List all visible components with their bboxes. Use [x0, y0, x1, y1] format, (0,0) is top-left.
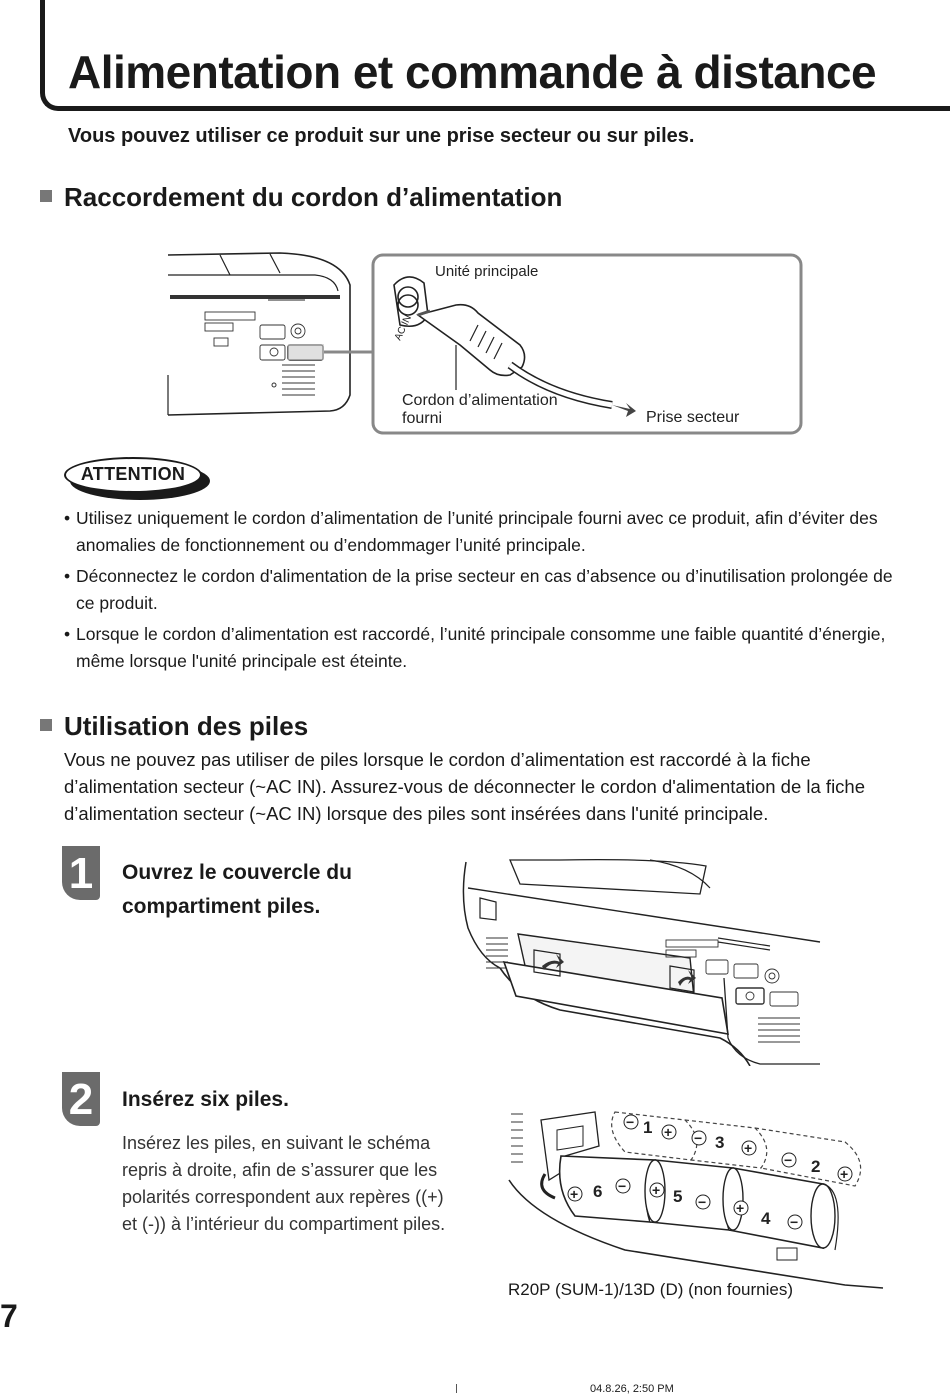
section-heading-batteries [40, 711, 308, 742]
svg-text:−: − [694, 1130, 703, 1146]
step-2-description: Insérez les piles, en suivant le schéma repris à droite, afin de s’assurer que les polarités correspondent aux repères ((+) et (-)) à l’intérieur du compartiment piles. [122, 1133, 446, 1234]
step-1-title-line2: compartiment piles. [122, 895, 321, 918]
section-heading-power-text: Raccordement du cordon d’alimentation [64, 182, 563, 212]
svg-text:−: − [618, 1178, 627, 1194]
svg-text:+: + [664, 1124, 673, 1140]
battery-caption: R20P (SUM-1)/13D (D) (non fournies) [508, 1280, 793, 1299]
label-cord-line2: fourni [402, 410, 443, 427]
step-2-title: Insérez six piles. [122, 1088, 289, 1111]
battery-number: 2 [811, 1157, 821, 1176]
svg-text:−: − [790, 1214, 799, 1230]
svg-text:+: + [736, 1200, 745, 1216]
batteries-intro: Vous ne pouvez pas utiliser de piles lorsque le cordon d’alimentation est raccordé à la fiche d’alimentation secteur (~AC IN). Assurez-vous de déconnecter le cordon d'alimentation de la fiche d’alimentation secteur (~AC IN) lorsque des piles sont insérées dans l'unité principale. [64, 749, 866, 824]
battery-number: 5 [673, 1187, 683, 1206]
section-square-icon [40, 719, 52, 731]
footer-stamp: 04.8.26, 2:50 PM [590, 1383, 674, 1395]
svg-text:−: − [626, 1114, 635, 1130]
svg-text:+: + [744, 1140, 753, 1156]
footer-tick [456, 1384, 457, 1393]
jack-label: AC IN [392, 313, 414, 343]
battery-number: 1 [643, 1118, 653, 1137]
label-main-unit: Unité principale [435, 263, 539, 280]
battery-insertion-figure [505, 1100, 885, 1290]
svg-text:+: + [570, 1186, 579, 1202]
battery-number: 3 [715, 1133, 725, 1152]
attention-bullets [64, 505, 894, 679]
bullet-item: • Déconnectez le cordon d'alimentation de la prise secteur en cas d’absence ou d’inutilisation prolongée de ce produit. [64, 563, 894, 617]
svg-text:−: − [784, 1152, 793, 1168]
page-subtitle: Vous pouvez utiliser ce produit sur une prise secteur ou sur piles. [68, 125, 695, 147]
svg-text:−: − [698, 1194, 707, 1210]
section-square-icon [40, 190, 52, 202]
power-cord-figure [160, 245, 820, 445]
step-number-2: 2 [62, 1072, 100, 1126]
step-1-title-line1: Ouvrez le couvercle du [122, 861, 352, 884]
label-cord-line1: Cordon d’alimentation [402, 392, 558, 409]
page-number: 7 [0, 1298, 18, 1334]
step-number-1: 1 [62, 846, 100, 900]
svg-text:+: + [840, 1166, 849, 1182]
svg-text:+: + [652, 1182, 661, 1198]
bullet-item: • Lorsque le cordon d’alimentation est raccordé, l’unité principale consomme une faible quantité d’énergie, même lorsque l'unité principale est éteinte. [64, 621, 894, 675]
label-outlet: Prise secteur [646, 409, 740, 426]
page-title: Alimentation et commande à distance [68, 46, 877, 98]
section-heading-batteries-text: Utilisation des piles [64, 711, 309, 741]
battery-number: 4 [761, 1209, 771, 1228]
section-heading-power [40, 182, 562, 213]
battery-cover-figure [460, 858, 830, 1066]
bullet-item: • Utilisez uniquement le cordon d’alimentation de l’unité principale fourni avec ce produit, afin d’éviter des anomalies de fonctionnement ou d’endommager l’unité principale. [64, 505, 894, 559]
battery-number: 6 [593, 1182, 603, 1201]
attention-badge [64, 457, 212, 501]
attention-label: ATTENTION [64, 457, 202, 493]
